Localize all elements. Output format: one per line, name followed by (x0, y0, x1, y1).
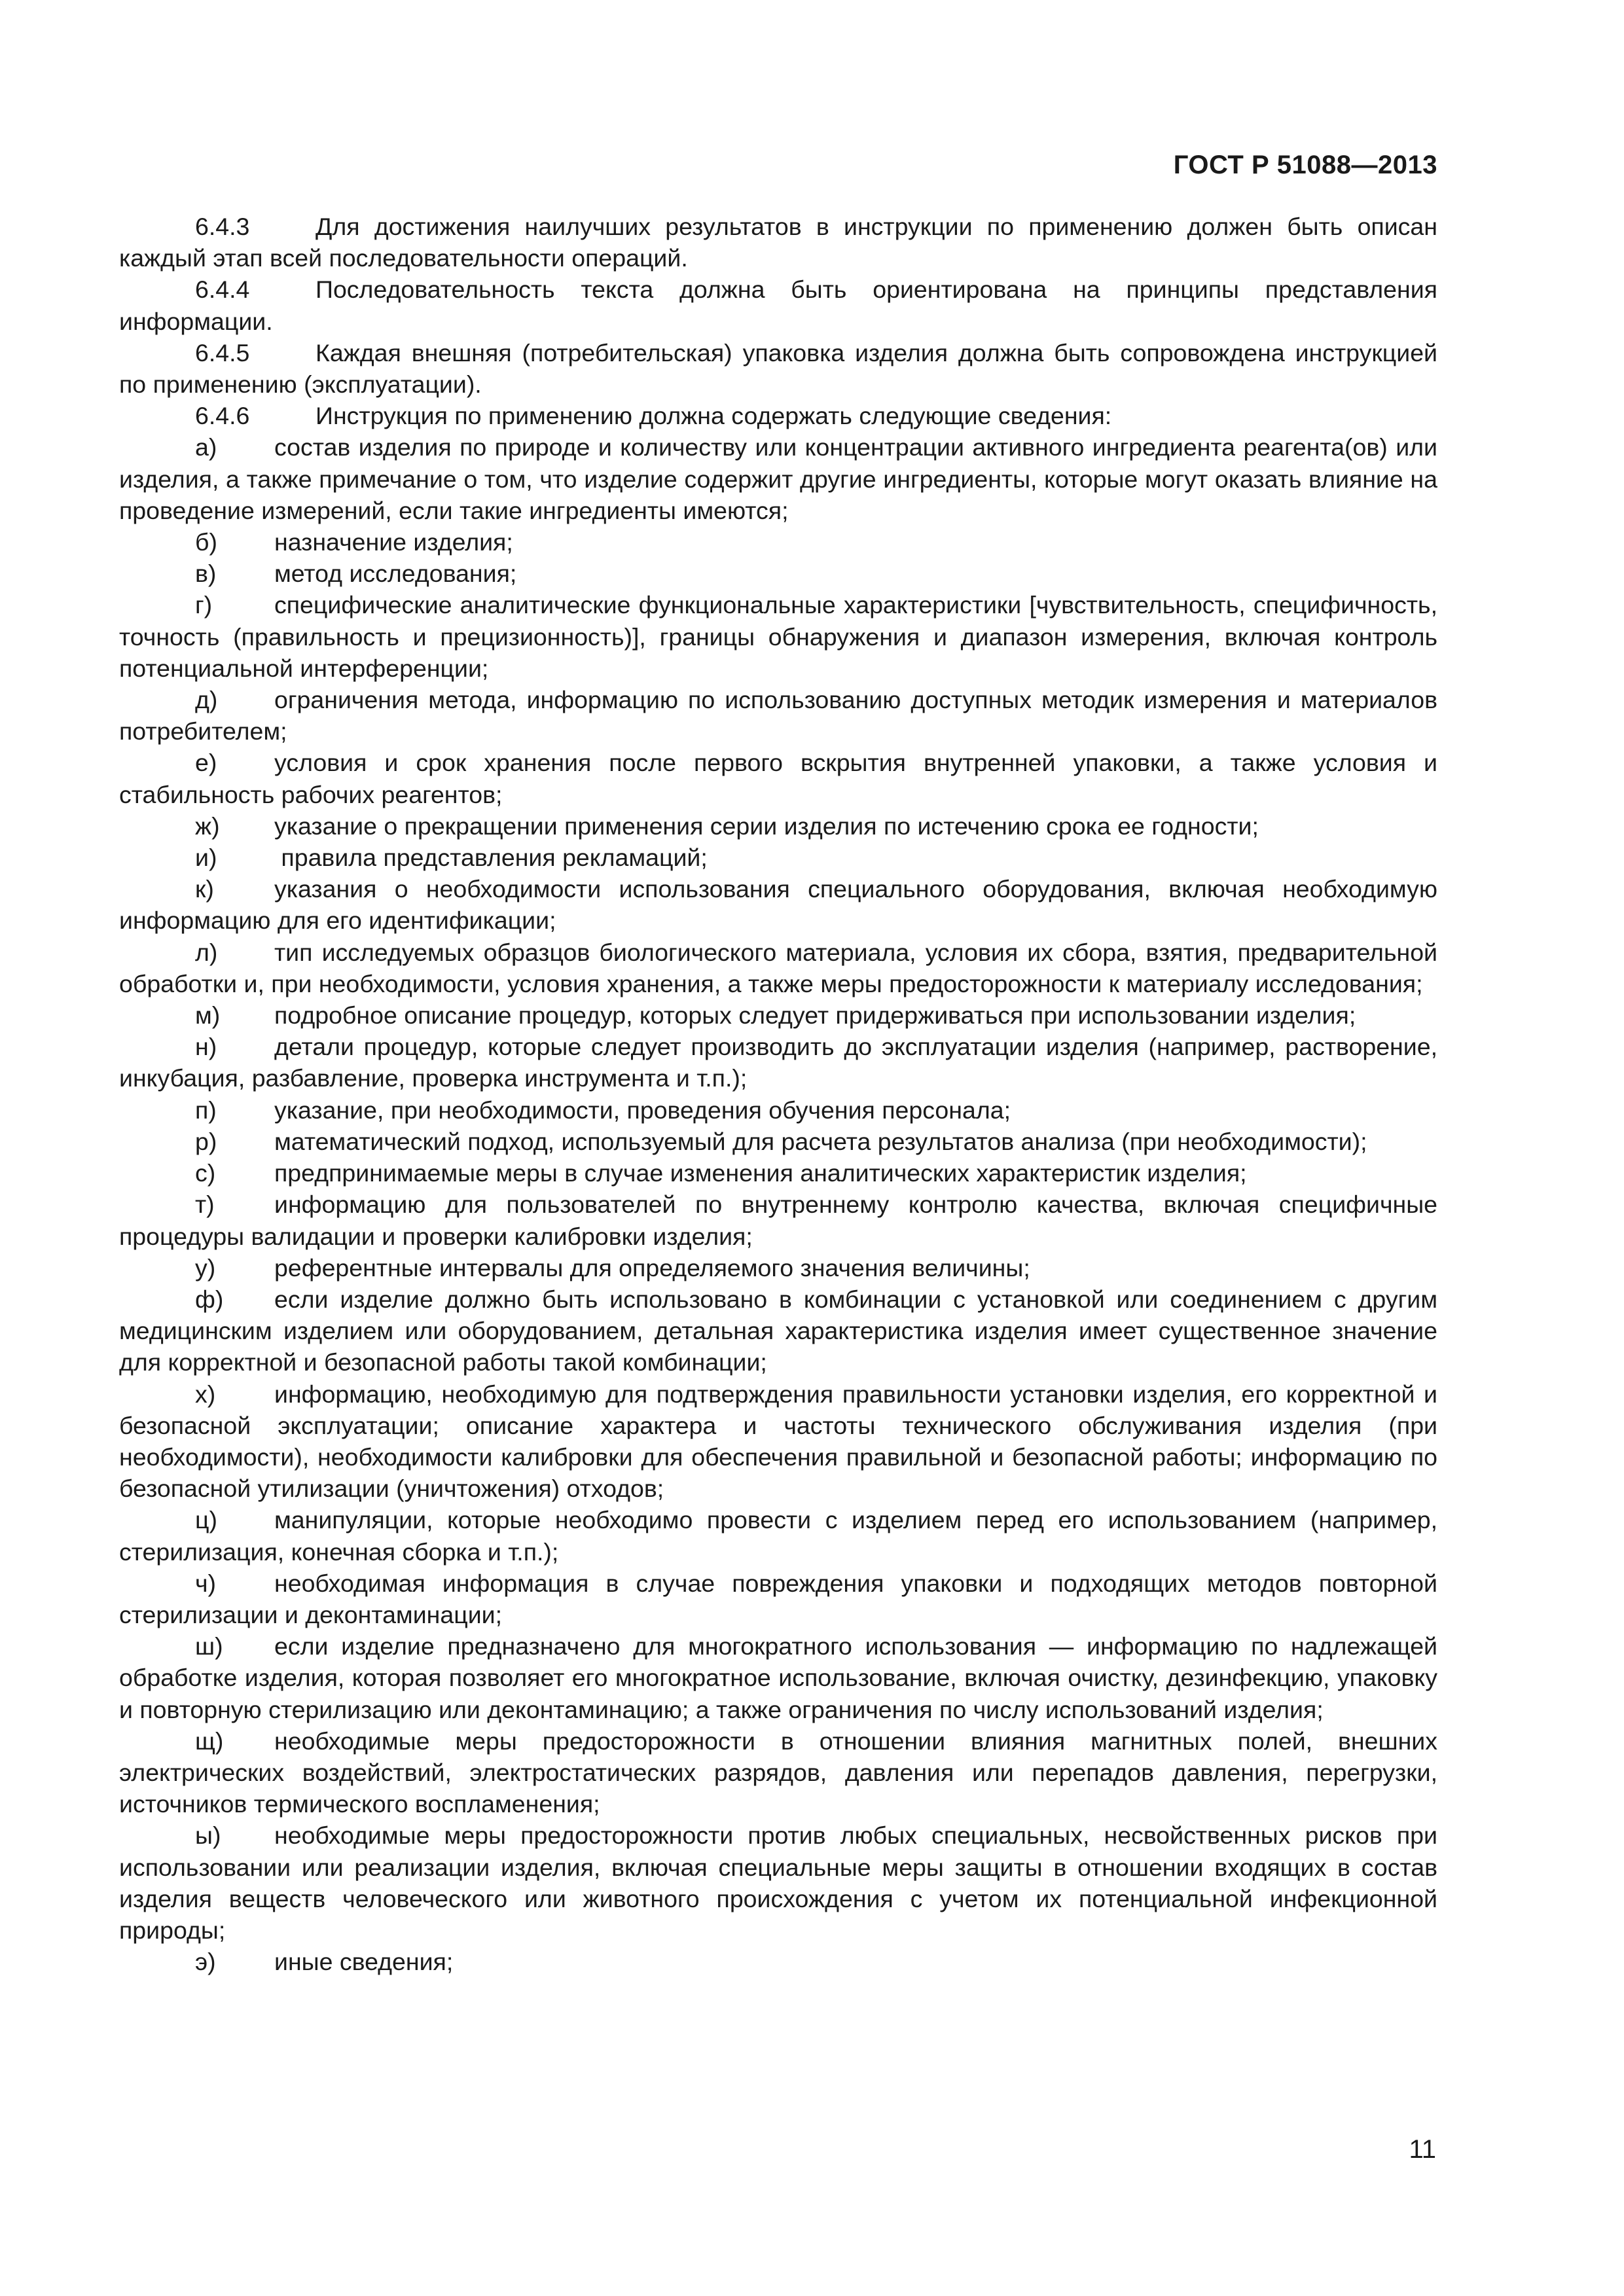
list-item-text: метод исследования; (274, 560, 517, 588)
clause-number: 6.4.4 (195, 276, 250, 304)
list-item (119, 842, 1437, 873)
list-item-label: х) (195, 1380, 216, 1408)
list-item (119, 1725, 1437, 1820)
list-item-text: если изделие предназначено для многократного использования — информацию по надлежащей обработке изделия, которая позволяет его многократное использование, включая очистку, дезинфекцию, упаковку и повторную стерилизацию или деконтаминацию; а также ограничения по числу использований изделия; (119, 1632, 1437, 1723)
list-item (119, 747, 1437, 810)
list-item-label: д) (195, 686, 218, 714)
list-item (119, 1568, 1437, 1630)
list-item (119, 1378, 1437, 1505)
clause-paragraph (119, 274, 1437, 336)
standard-designation: ГОСТ Р 51088—2013 (1173, 151, 1437, 179)
list-item-text: состав изделия по природе и количеству или концентрации активного ингредиента реагента(ов) или изделия, а также примечание о том, что изделие содержит другие ингредиенты, которые могут оказать влияние на проведение измерений, если такие ингредиенты имеются; (119, 433, 1437, 524)
list-item-text: специфические аналитические функциональные характеристики [чувствительность, специфичность, точность (правильность и прецизионность)], границы обнаружения и диапазон измерения, включая контроль потенциальной интерференции; (119, 591, 1437, 682)
list-item (119, 873, 1437, 936)
list-item-label: ж) (195, 812, 220, 840)
clause-number: 6.4.6 (195, 402, 250, 430)
list-item (119, 1157, 1437, 1189)
clause-paragraph (119, 211, 1437, 274)
list-item (119, 1031, 1437, 1094)
list-item-text: необходимые меры предосторожности против любых специальных, несвойственных рисков при использовании или реализации изделия, включая специальные меры защиты в отношении входящих в состав изделия веществ человеческого или животного происхождения с учетом их потенциальной инфекционной природы; (119, 1821, 1437, 1944)
list-item (119, 810, 1437, 842)
list-item-label: и) (195, 844, 217, 872)
list-item (119, 1820, 1437, 1946)
list-item-label: б) (195, 528, 217, 556)
list-item (119, 1189, 1437, 1251)
list-item-text: назначение изделия; (274, 528, 513, 556)
list-item-text: манипуляции, которые необходимо провести с изделием перед его использованием (например, стерилизация, конечная сборка и т.п.); (119, 1506, 1437, 1566)
list-item-label: ф) (195, 1285, 224, 1313)
list-item (119, 526, 1437, 558)
list-item-text: тип исследуемых образцов биологического материала, условия их сбора, взятия, предварительной обработки и, при необходимости, условия хранения, а также меры предосторожности к материалу исследования; (119, 938, 1437, 997)
list-item-label: к) (195, 875, 214, 903)
list-item (119, 1126, 1437, 1157)
list-item-text: правила представления рекламаций; (274, 844, 708, 872)
list-item-label: э) (195, 1948, 216, 1976)
list-item-text: информацию для пользователей по внутреннему контролю качества, включая специфичные процедуры валидации и проверки калибровки изделия; (119, 1191, 1437, 1250)
clause-text: Каждая внешняя (потребительская) упаковка изделия должна быть сопровождена инструкцией по применению (эксплуатации). (119, 338, 1437, 399)
list-item (119, 431, 1437, 526)
list-item-label: у) (195, 1253, 216, 1282)
list-item (119, 937, 1437, 999)
list-item (119, 1283, 1437, 1378)
list-item-label: п) (195, 1096, 217, 1124)
document-body (119, 211, 1437, 1977)
list-item-label: ш) (195, 1632, 223, 1660)
clause-paragraph (119, 337, 1437, 400)
list-item-text: ограничения метода, информацию по использованию доступных методик измерения и материалов потребителем; (119, 686, 1437, 745)
list-item-text: подробное описание процедур, которых следует придерживаться при использовании изделия; (274, 1001, 1356, 1030)
list-item-text: если изделие должно быть использовано в комбинации с установкой или соединением с другим медицинским изделием или оборудованием, детальная характеристика изделия имеет существенное значение для корректной и безопасной работы такой комбинации; (119, 1285, 1437, 1376)
list-item-text: предпринимаемые меры в случае изменения аналитических характеристик изделия; (274, 1159, 1247, 1187)
list-item-text: указание о прекращении применения серии изделия по истечению срока ее годности; (274, 812, 1259, 840)
list-item-text: детали процедур, которые следует производить до эксплуатации изделия (например, растворение, инкубация, разбавление, проверка инструмента и т.п.); (119, 1033, 1437, 1092)
list-item-text: необходимая информация в случае повреждения упаковки и подходящих методов повторной стерилизации и деконтаминации; (119, 1569, 1437, 1628)
list-item-text: математический подход, используемый для расчета результатов анализа (при необходимости); (274, 1127, 1367, 1155)
list-item-label: р) (195, 1127, 217, 1155)
list-item (119, 1946, 1437, 1977)
list-item-label: г) (195, 591, 213, 619)
clause-number: 6.4.5 (195, 338, 250, 367)
list-item-label: с) (195, 1159, 216, 1187)
list-item-text: указание, при необходимости, проведения обучения персонала; (274, 1096, 1011, 1124)
list-item-text: иные сведения; (274, 1948, 454, 1976)
list-item-text: необходимые меры предосторожности в отношении влияния магнитных полей, внешних электрических воздействий, электростатических разрядов, давления или перепадов давления, перегрузки, источников термического воспламенения; (119, 1727, 1437, 1818)
list-item-label: м) (195, 1001, 221, 1030)
list-item-label: т) (195, 1191, 215, 1219)
list-item-text: условия и срок хранения после первого вскрытия внутренней упаковки, а также условия и стабильность рабочих реагентов; (119, 749, 1437, 808)
clause-paragraph (119, 400, 1437, 431)
list-item (119, 1504, 1437, 1567)
list-item-label: е) (195, 749, 217, 777)
list-item-label: ы) (195, 1821, 221, 1850)
clause-number: 6.4.3 (195, 213, 250, 240)
list-item-label: в) (195, 560, 217, 588)
list-item-text: информацию, необходимую для подтверждения правильности установки изделия, его корректной и безопасной эксплуатации; описание характера и частоты технического обслуживания изделия (при необходимости), необходимости калибровки для обеспечения правильной и безопасной работы; информацию по безопасной утилизации (уничтожения) отходов; (119, 1380, 1437, 1503)
list-item-label: н) (195, 1033, 217, 1061)
list-item (119, 684, 1437, 747)
list-item (119, 1094, 1437, 1126)
list-item (119, 558, 1437, 589)
list-item-label: а) (195, 433, 217, 461)
list-item-text: референтные интервалы для определяемого значения величины; (274, 1253, 1030, 1282)
list-item-label: л) (195, 938, 218, 966)
list-item-label: ц) (195, 1506, 217, 1534)
list-item (119, 1630, 1437, 1725)
list-item (119, 1252, 1437, 1283)
list-item-text: указания о необходимости использования специального оборудования, включая необходимую информацию для его идентификации; (119, 875, 1437, 935)
list-item-label: ч) (195, 1569, 217, 1597)
list-item (119, 589, 1437, 684)
clause-text: Инструкция по применению должна содержать следующие сведения: (316, 402, 1112, 430)
list-item-label: щ) (195, 1727, 224, 1755)
clause-text: Последовательность текста должна быть ориентирована на принципы представления информации. (119, 276, 1437, 335)
page-number: 11 (1409, 2135, 1436, 2164)
list-item (119, 999, 1437, 1031)
clause-text: Для достижения наилучших результатов в инструкции по применению должен быть описан каждый этап всей последовательности операций. (119, 213, 1437, 272)
